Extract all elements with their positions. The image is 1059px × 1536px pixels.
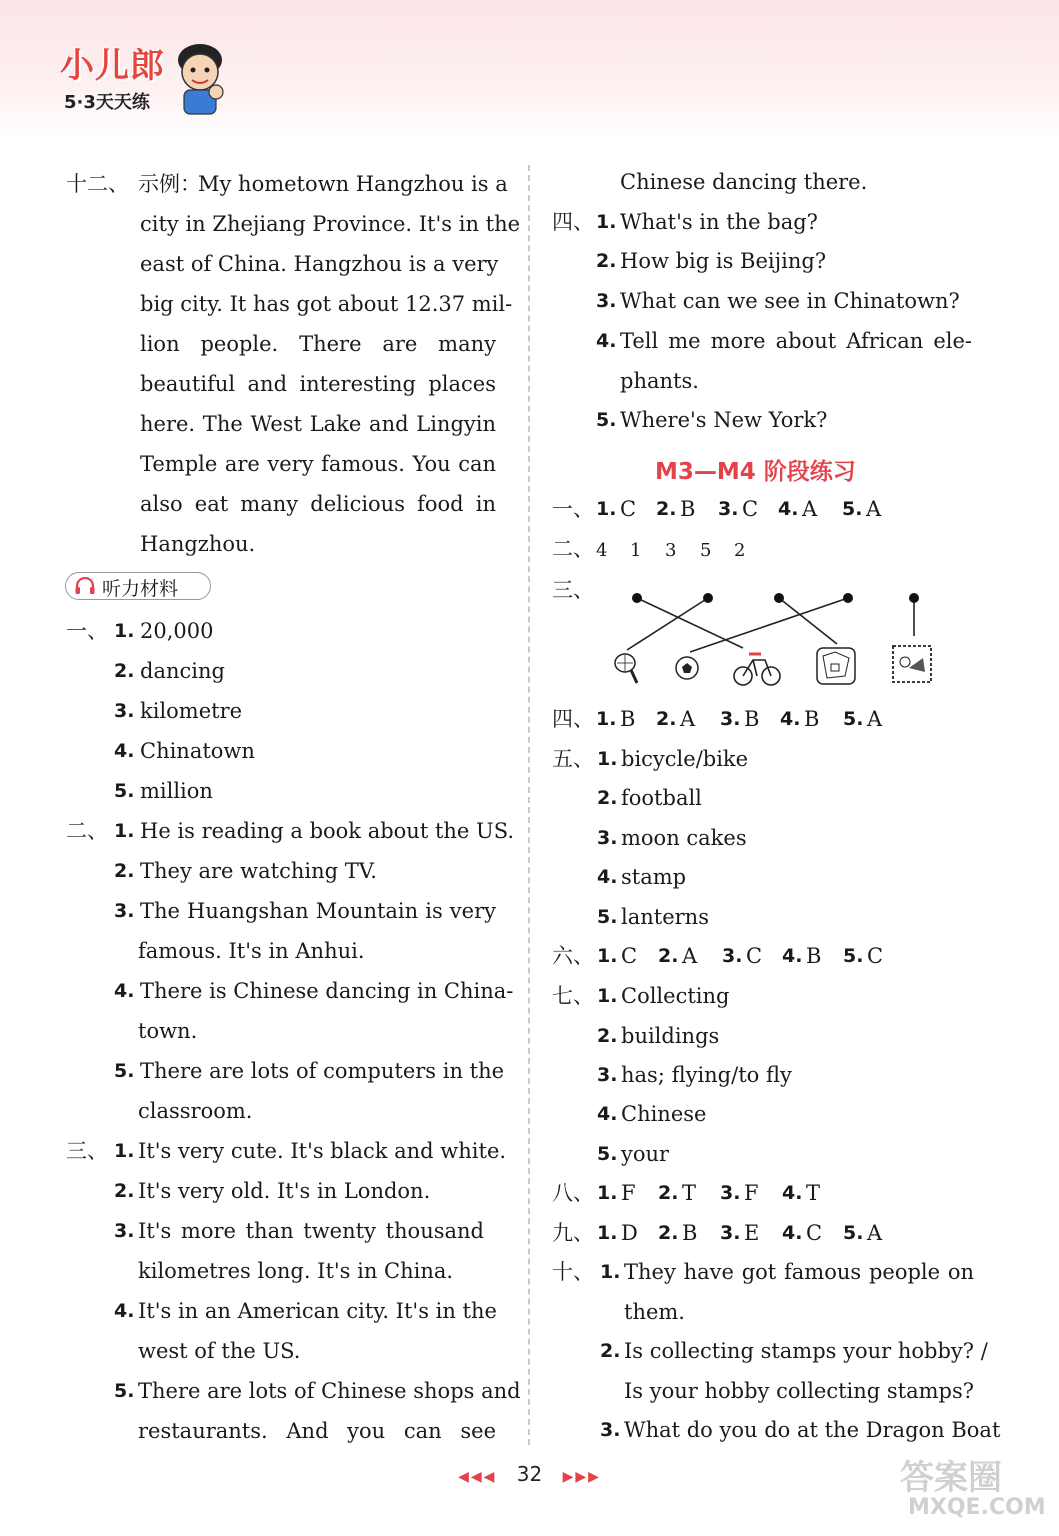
item-number: 5. [597,906,618,928]
choice-answer: B [682,1221,698,1245]
item-number: 3. [114,700,135,722]
match-line [637,598,743,648]
answer-text: Where's New York? [620,408,828,432]
item-number: 1. [600,1261,621,1283]
answer-text: stamp [621,865,687,889]
item-number: 5. [842,498,863,520]
section-label-r10: 十、 [552,1260,594,1284]
listening-tag [65,572,211,600]
answer-text: Is your hobby collecting stamps? [624,1379,975,1403]
item-number: 3. [597,827,618,849]
match-line [627,598,708,650]
item-number: 3. [597,1064,618,1086]
answer-text: football [621,786,702,810]
answer-text: He is reading a book about the US. [140,819,515,843]
item-number: 5. [843,945,864,967]
match-dot [632,593,642,603]
choice-answer: D [621,1221,638,1245]
item-number: 2. [658,1182,679,1204]
choice-answer: C [621,944,638,968]
answer-text: west of the US. [138,1339,301,1363]
answer-text: It's more than twenty thousand [138,1219,484,1243]
item-number: 3. [722,945,743,967]
item-number: 1. [114,1140,135,1162]
item-number: 3. [718,498,739,520]
answer-text: famous. It's in Anhui. [138,939,365,963]
order-number: 1 [630,540,642,561]
item-number: 4. [114,740,135,762]
essay-line: Temple are very famous. You can [140,452,496,476]
item-number: 3. [114,900,135,922]
match-dot [843,593,853,603]
section-label-3: 三、 [66,1139,108,1163]
choice-answer: C [746,944,763,968]
item-number: 1. [597,1182,618,1204]
watermark-logo: 答案圈 [900,1458,1002,1498]
section-label-r5: 五、 [552,747,594,771]
item-number: 4. [114,980,135,1002]
item-number: 3. [600,1419,621,1441]
item-number: 2. [597,787,618,809]
item-number: 1. [597,1222,618,1244]
answer-text: They are watching TV. [140,859,377,883]
stamp-icon [893,646,931,682]
match-dot [909,593,919,603]
item-number: 4. [782,1182,803,1204]
choice-answer: A [867,707,883,731]
item-number: 2. [596,250,617,272]
answer-text: dancing [140,659,225,683]
choice-answer: A [682,944,698,968]
choice-answer: C [867,944,884,968]
choice-answer: T [682,1181,697,1205]
choice-answer: B [804,707,820,731]
item-number: 2. [114,660,135,682]
answer-text: They have got famous people on [624,1260,974,1284]
item-number: 1. [596,498,617,520]
item-number: 4. [780,708,801,730]
choice-answer: A [680,707,696,731]
item-number: 4. [596,330,617,352]
answer-text: restaurants. And you can see [138,1419,496,1443]
answer-text: It's very cute. It's black and white. [138,1139,507,1163]
essay-line: here. The West Lake and Lingyin [140,412,496,436]
item-number: 1. [114,820,135,842]
choice-answer: T [806,1181,821,1205]
answer-text: lanterns [621,905,709,929]
brand-logo: 小儿郎 [60,46,165,86]
answer-text: town. [138,1019,198,1043]
item-number: 2. [656,708,677,730]
choice-answer: B [680,497,696,521]
item-number: 5. [597,1143,618,1165]
choice-answer: A [866,497,882,521]
essay-line: also eat many delicious food in [140,492,496,516]
column-divider [528,165,530,1445]
item-number: 3. [596,290,617,312]
choice-answer: C [742,497,759,521]
item-number: 2. [658,945,679,967]
order-number: 3 [665,540,677,561]
essay-line: lion people. There are many [140,332,496,356]
item-number: 1. [597,945,618,967]
answer-text: What do you do at the Dragon Boat [624,1418,1001,1442]
item-number: 1. [596,211,617,233]
example-prefix: 示例： [138,172,201,196]
answer-text: classroom. [138,1099,253,1123]
match-dot [774,593,784,603]
item-number: 4. [782,945,803,967]
item-number: 2. [656,498,677,520]
page-number: 32 [516,1462,543,1486]
prev-arrows-icon: ◀◀◀ [458,1469,497,1485]
item-number: 4. [597,866,618,888]
item-number: 2. [114,1180,135,1202]
answer-text: There are lots of computers in the [140,1059,505,1083]
headphones-icon [74,577,96,595]
section-title: M3—M4 阶段练习 [655,459,856,485]
answer-text: How big is Beijing? [620,249,827,273]
item-number: 4. [782,1222,803,1244]
next-arrows-icon: ▶▶▶ [562,1469,601,1485]
section-label-4: 四、 [552,210,594,234]
section-label-r2: 二、 [552,537,594,561]
item-number: 1. [597,985,618,1007]
choice-answer: A [802,497,818,521]
series-name: 5·3天天练 [64,92,150,113]
essay-line: beautiful and interesting places [140,372,496,396]
item-number: 4. [597,1103,618,1125]
answer-text: There are lots of Chinese shops and [138,1379,521,1403]
answer-text: There is Chinese dancing in China- [140,979,514,1003]
choice-answer: F [621,1181,636,1205]
section-label-r9: 九、 [552,1221,594,1245]
answer-text: 20,000 [140,619,214,643]
choice-answer: C [620,497,637,521]
answer-text: kilometre [140,699,243,723]
essay-line: My hometown Hangzhou is a [198,172,508,196]
racket-icon [615,654,637,683]
mascot-icon [170,40,230,116]
answer-text: moon cakes [621,826,747,850]
item-number: 3. [720,708,741,730]
section-label-r8: 八、 [552,1181,594,1205]
answer-text: Chinese [621,1102,707,1126]
answer-text: phants. [620,369,699,393]
item-number: 5. [843,708,864,730]
listening-tag-label: 听力材料 [102,578,179,600]
section-label-r3: 三、 [552,578,594,602]
item-number: 4. [114,1300,135,1322]
item-number: 1. [114,620,135,642]
section-label-2: 二、 [66,819,108,843]
answer-text: What's in the bag? [620,210,818,234]
choice-answer: B [744,707,760,731]
answer-text: It's in an American city. It's in the [138,1299,497,1323]
item-number: 3. [720,1222,741,1244]
watermark-url: MXQE.COM [908,1495,1046,1520]
answer-text: buildings [621,1024,720,1048]
item-number: 5. [843,1222,864,1244]
choice-answer: B [620,707,636,731]
map-icon [817,648,855,684]
answer-text: bicycle/bike [621,747,749,771]
section-label-r4: 四、 [552,707,594,731]
answer-text: It's very old. It's in London. [138,1179,431,1203]
matching-diagram [605,588,945,692]
match-dot [703,593,713,603]
item-number: 5. [114,1380,135,1402]
item-number: 5. [596,409,617,431]
choice-answer: A [867,1221,883,1245]
essay-line: big city. It has got about 12.37 mil- [140,292,513,316]
item-number: 4. [778,498,799,520]
essay-line: east of China. Hangzhou is a very [140,252,499,276]
section-label-r1: 一、 [552,497,594,521]
item-number: 1. [597,748,618,770]
item-number: 3. [114,1220,135,1242]
answer-text: Collecting [621,984,730,1008]
ball-icon [676,657,698,679]
essay-line: city in Zhejiang Province. It's in the [140,212,521,236]
answer-text: Chinese dancing there. [620,170,868,194]
answer-text: Chinatown [140,739,255,763]
essay-line: Hangzhou. [140,532,256,556]
answer-text: has; flying/to fly [621,1063,792,1087]
answer-text: million [140,779,213,803]
item-number: 1. [596,708,617,730]
item-number: 3. [720,1182,741,1204]
answer-text: Is collecting stamps your hobby? / [624,1339,988,1363]
section-label-12: 十二、 [66,172,129,196]
order-number: 2 [734,540,746,561]
answer-text: Tell me more about African ele- [620,329,972,353]
order-number: 5 [700,540,712,561]
item-number: 2. [597,1025,618,1047]
answer-text: your [621,1142,670,1166]
section-label-r7: 七、 [552,984,594,1008]
section-label-r6: 六、 [552,944,594,968]
item-number: 2. [658,1222,679,1244]
bicycle-icon [734,654,780,685]
choice-answer: E [744,1221,760,1245]
answer-text: What can we see in Chinatown? [620,289,960,313]
answer-text: The Huangshan Mountain is very [140,899,496,923]
answer-text: them. [624,1300,685,1324]
item-number: 5. [114,780,135,802]
item-number: 5. [114,1060,135,1082]
item-number: 2. [114,860,135,882]
section-label-1: 一、 [66,619,108,643]
choice-answer: F [744,1181,759,1205]
choice-answer: C [806,1221,823,1245]
match-line [690,598,848,652]
item-number: 2. [600,1340,621,1362]
order-number: 4 [596,540,608,561]
answer-text: kilometres long. It's in China. [138,1259,454,1283]
choice-answer: B [806,944,822,968]
